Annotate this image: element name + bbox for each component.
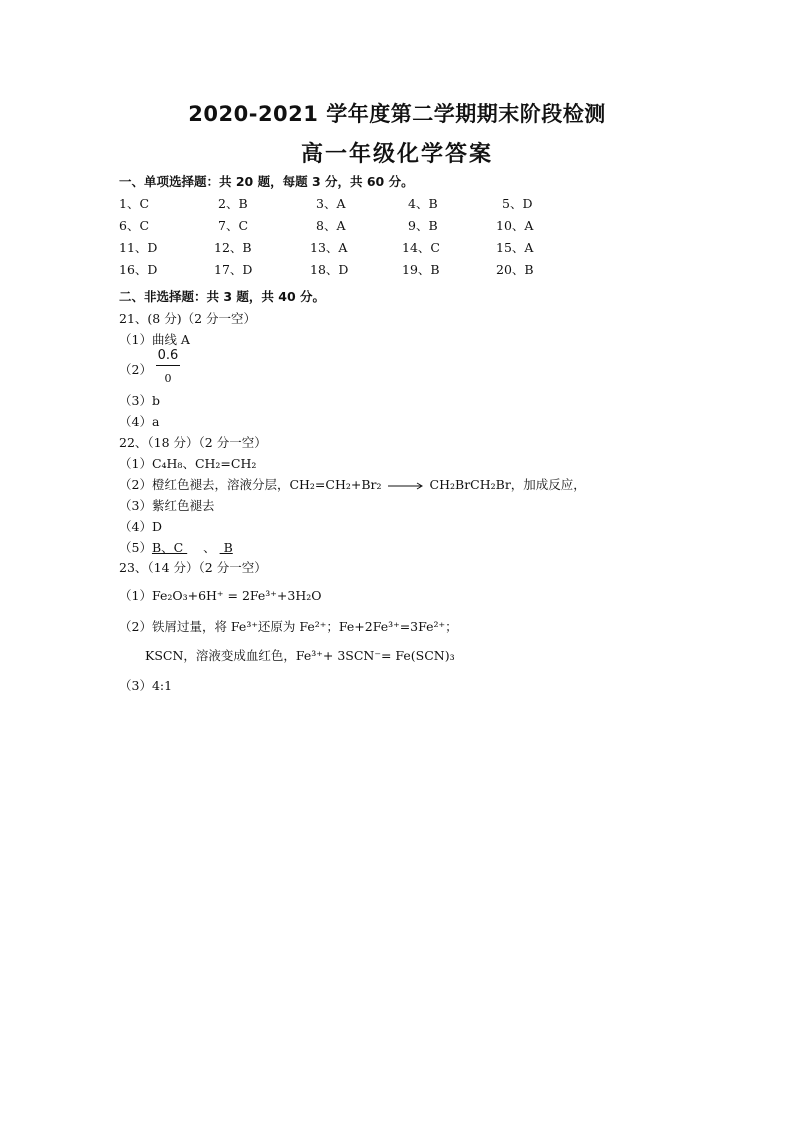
answer-item: 14、C	[402, 240, 440, 255]
answer-item: 13、A	[310, 240, 348, 255]
q23-answer-3: （3）4:1	[119, 678, 173, 693]
answer-item: 9、B	[408, 218, 438, 233]
answer-item: 15、A	[496, 240, 534, 255]
answer-item: 19、B	[402, 262, 440, 277]
q22-answer-5-separator: 、	[203, 540, 216, 555]
section1-header: 一、单项选择题：共 20 题，每题 3 分，共 60 分。	[119, 174, 414, 189]
q22-answer-2	[119, 475, 586, 493]
q22-answer-5	[119, 538, 233, 556]
answer-item: 10、A	[496, 218, 534, 233]
reaction-arrow-icon	[388, 482, 424, 490]
answer-item: 4、B	[408, 196, 438, 211]
q22-answer-2-products: CH₂BrCH₂Br，加成反应，	[429, 477, 586, 492]
q22-answer-5-second: B	[219, 540, 233, 555]
answer-item: 11、D	[119, 240, 158, 255]
fraction-numerator: 0.6	[157, 348, 179, 363]
answer-item: 8、A	[316, 218, 346, 233]
q22-answer-4: （4）D	[119, 519, 162, 534]
q23-heading: 23、（14 分）（2 分一空）	[119, 560, 267, 575]
q22-answer-2-reactants: （2）橙红色褪去，溶液分层，CH₂=CH₂+Br₂	[119, 477, 382, 492]
answer-item: 1、C	[119, 196, 150, 211]
answer-item: 2、B	[218, 196, 248, 211]
answer-item: 3、A	[316, 196, 346, 211]
answer-item: 12、B	[214, 240, 252, 255]
answer-item: 17、D	[214, 262, 253, 277]
answer-item: 16、D	[119, 262, 158, 277]
q21-heading: 21、(8 分)（2 分一空）	[119, 311, 257, 326]
q23-answer-2-continued: KSCN，溶液变成血红色，Fe³⁺+ 3SCN⁻= Fe(SCN)₃	[145, 648, 455, 663]
q23-answer-2: （2）铁屑过量，将 Fe³⁺还原为 Fe²⁺；Fe+2Fe³⁺=3Fe²⁺；	[119, 619, 458, 634]
answer-item: 18、D	[310, 262, 349, 277]
q23-answer-1: （1）Fe₂O₃+6H⁺ = 2Fe³⁺+3H₂O	[119, 588, 322, 603]
answer-item: 6、C	[119, 218, 150, 233]
q22-answer-5-label: （5）	[119, 540, 152, 555]
q22-answer-3: （3）紫红色褪去	[119, 498, 215, 513]
answer-item: 20、B	[496, 262, 534, 277]
section2-header: 二、非选择题：共 3 题，共 40 分。	[119, 289, 326, 304]
q22-heading: 22、（18 分）（2 分一空）	[119, 435, 267, 450]
document-title: 2020-2021 学年度第二学期期末阶段检测	[188, 102, 606, 126]
q21-answer-3: （3）b	[119, 393, 160, 408]
q22-answer-1: （1）C₄H₈、CH₂=CH₂	[119, 456, 257, 471]
q21-answer-4: （4）a	[119, 414, 160, 429]
fraction-denominator: 0	[164, 372, 172, 385]
q21-fraction	[156, 348, 180, 385]
q21-answer-1: （1）曲线 A	[119, 332, 190, 347]
answer-item: 5、D	[502, 196, 533, 211]
fraction-bar	[156, 365, 180, 366]
document-subtitle: 高一年级化学答案	[300, 142, 493, 167]
q21-answer-2-label: （2）	[119, 362, 152, 377]
answer-item: 7、C	[218, 218, 249, 233]
q22-answer-5-first: B、C	[151, 540, 188, 555]
